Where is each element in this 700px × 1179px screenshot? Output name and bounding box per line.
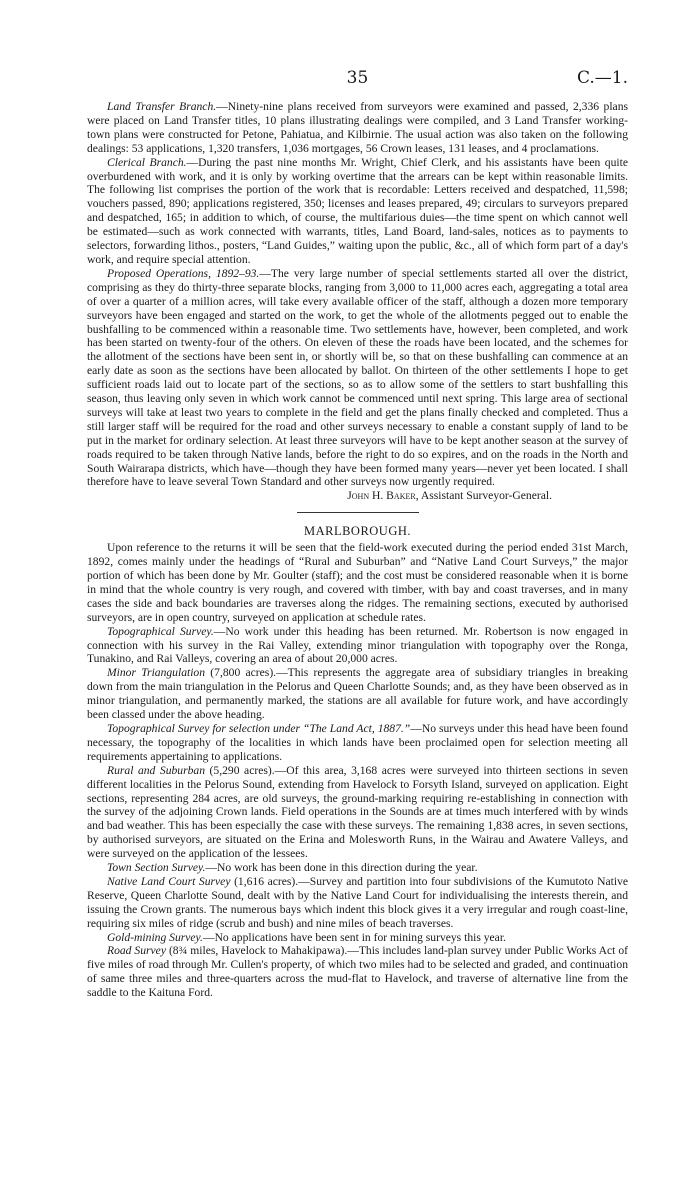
paragraph-title: Gold-mining Survey.	[107, 930, 203, 944]
page-number: 35	[346, 68, 369, 88]
paragraph-marlborough-intro: Upon reference to the returns it will be seen that the field-work executed during the period ended 31st March, 1892, comes mainly under the headings of “Rural and Suburban” and “Native Land Court Surveys,” the major portion of which has been done by Mr. Goulter (staff); and the cost must be considered reasonable when it is borne in mind that the whole country is very rough, and covered with timber, with bay and coast traverses, and in many cases the side and back boundaries are traverses along the ridges. The remaining sections, executed by authorised surveyors, are in open country, surveyed on application at schedule rates.	[87, 541, 628, 624]
paragraph-title: Topographical Survey.	[107, 624, 214, 638]
paragraph-topographical-survey	[87, 625, 628, 667]
paragraph-title: Proposed Operations, 1892–93.	[107, 266, 260, 280]
paragraph-clerical-branch	[87, 156, 628, 267]
page-header	[87, 64, 628, 94]
paragraph-native-land-court-survey	[87, 875, 628, 931]
paragraph-text: —The very large number of special settlements started all over the district, comprising as they do thirty-three separate blocks, ranging from 3,000 to 11,000 acres each, aggregating a total area of over a quarter of a million acres, will take every available officer of the staff, although a dozen more temporary surveyors have been engaged and started on the work, to get the whole of the allotments pegged out to enable the bushfalling to be commenced within a reasonable time. Two settlements have, however, been completed, and work has been started on twenty-four of the others. On eleven of these the roads have been located, and the schemes for the allotment of the sections have been sent in, or shortly will be, so that on these bushfalling can commence at an early date as soon as the sections have been allocated by ballot. On thirteen of the other settlements I hope to get sufficient roads laid out to locate part of the sections, so as to allow some of the settlers to start bushfalling this season, thus leaving only seven in which work cannot be commenced until next spring. This large area of sectional surveys will take at least two years to complete in the field and get the plans finally checked and completed. Thus a still larger staff will be required for the road and other surveys necessary to enable a constant supply of land to be put in the market for ordinary selection. At least three surveyors will have to be kept another season at the survey of roads required to be taken through Native lands, before the right to do so expires, and on the roads in the North and South Wairarapa districts, which have—though they have been formed many years—never yet been located. I shall therefore have to leave several Town Standard and other surveys now urgently required.	[87, 266, 628, 489]
paragraph-text: (7,800 acres).—This represents the aggregate area of subsidiary triangles in breaking down from the main triangulation in the Pelorus and Queen Charlotte Sounds; and, as they have been observed as in minor triangulation, and permanently marked, the stations are all available for future work, and have accordingly been classed under the above heading.	[87, 666, 628, 722]
paragraph-text: —During the past nine months Mr. Wright, Chief Clerk, and his assistants have been quite overburdened with work, and it is only by working overtime that the arrears can be kept within reasonable limits. The following list comprises the portion of the work that is recordable: Letters received and despatched, 11,598; vouchers passed, 890; applications registered, 350; licenses and leases prepared, 49; circulars to surveyors prepared and despatched, 165; in addition to which, of course, the multifarious duies—the time spent on which cannot well be estimated—such as work connected with warrants, titles, Land Board, land-sales, notices as to payments to selectors, forwarding lithos., posters, “Land Guides,” waiting upon the public, &c., all of which form part of a day's work, and require special attention.	[87, 155, 628, 266]
paragraph-title: Road Survey	[107, 944, 166, 958]
paragraph-proposed-operations	[87, 267, 628, 490]
paragraph-minor-triangulation	[87, 666, 628, 722]
paragraph-title: Minor Triangulation	[107, 666, 206, 680]
paragraph-text: (8¾ miles, Havelock to Mahakipawa).—This includes land-plan survey under Public Works Act of five miles of road through Mr. Cullen's property, of which two miles had to be selected and graded, and continuation of same three miles and three-quarters across the mud-flat to Havelock, and traverse of alternative line from the saddle to the Kaituna Ford.	[87, 944, 628, 1000]
paragraph-text: —No work has been done in this direction during the year.	[205, 861, 478, 875]
paragraph-title: Rural and Suburban	[107, 763, 205, 777]
signature-title: , Assistant Surveyor-General.	[415, 489, 552, 503]
paragraph-gold-mining-survey	[87, 931, 628, 945]
paragraph-topographical-survey-land-act	[87, 722, 628, 764]
section-divider	[297, 512, 419, 513]
paragraph-title: Town Section Survey.	[107, 861, 206, 875]
paragraph-title: Topographical Survey for selection under “The Land Act, 1887.”	[107, 721, 411, 735]
paragraph-title: Clerical Branch.	[107, 155, 187, 169]
paragraph-text: (1,616 acres).—Survey and partition into four subdivisions of the Kumutoto Native Reserve, Queen Charlotte Sound, dealt with by the Native Land Court for individualising the interests therein, and issuing the Crown grants. The numerous bays which indent this block gives it a very irregular and rough coast-line, requiring six miles of ridge (scrub and bush) and nine miles of beach traverses.	[87, 874, 629, 930]
paragraph-text: —Ninety-nine plans received from surveyors were examined and passed, 2,336 plans were placed on Land Transfer titles, 10 plans illustrating dealings were compiled, and 3 Land Transfer working-town plans were constructed for Petone, Pahiatua, and Kilbirnie. The usual action was also taken on the following dealings: 53 applications, 1,320 transfers, 1,036 mortgages, 56 Crown leases, 131 leases, and 4 proclamations.	[87, 100, 628, 155]
paragraph-text: —No surveys under this head have been found necessary, the topography of the localities in which lands have been proclaimed open for selection meeting all requirements appertaining to applications.	[87, 721, 628, 763]
paragraph-text: —No work under this heading has been returned. Mr. Robertson is now engaged in connection with his survey in the Rai Valley, extending minor triangulation with topography over the Ronga, Tunakino, and Rai Valleys, covering an area of about 20,000 acres.	[87, 624, 628, 666]
paragraph-title: Native Land Court Survey	[107, 874, 231, 888]
paragraph-rural-and-suburban	[87, 764, 628, 861]
section-heading-marlborough: MARLBOROUGH.	[303, 524, 412, 539]
paragraph-town-section-survey	[87, 861, 628, 875]
paragraph-land-transfer-branch	[87, 100, 628, 156]
signature	[87, 489, 628, 503]
report-body	[87, 100, 628, 1000]
paragraph-title: Land Transfer Branch.	[107, 100, 217, 113]
paragraph-text: (5,290 acres).—Of this area, 3,168 acres were surveyed into thirteen sections in seven different localities in the Pelorus Sound, extending from Havelock to Forsyth Island, surveyed on application. Eight sections, representing 284 acres, are old surveys, the ground-marking requiring re-establishing in connection with the survey of the adjoining Crown lands. Field operations in the Sounds are at times much interfered with by winds and bad weather. This has been especially the case with these surveys. The remaining 1,838 acres, in seven sections, by authorised surveyors, are situated on the Erina and Molesworth Runs, in the Wairau and Awatere Valleys, and were surveyed on the application of the lessees.	[87, 763, 628, 861]
paragraph-text: —No applications have been sent in for mining surveys this year.	[202, 930, 506, 944]
paragraph-road-survey	[87, 944, 628, 1000]
document-code: C.—1.	[576, 68, 628, 88]
signature-name: John H. Baker	[347, 489, 416, 503]
